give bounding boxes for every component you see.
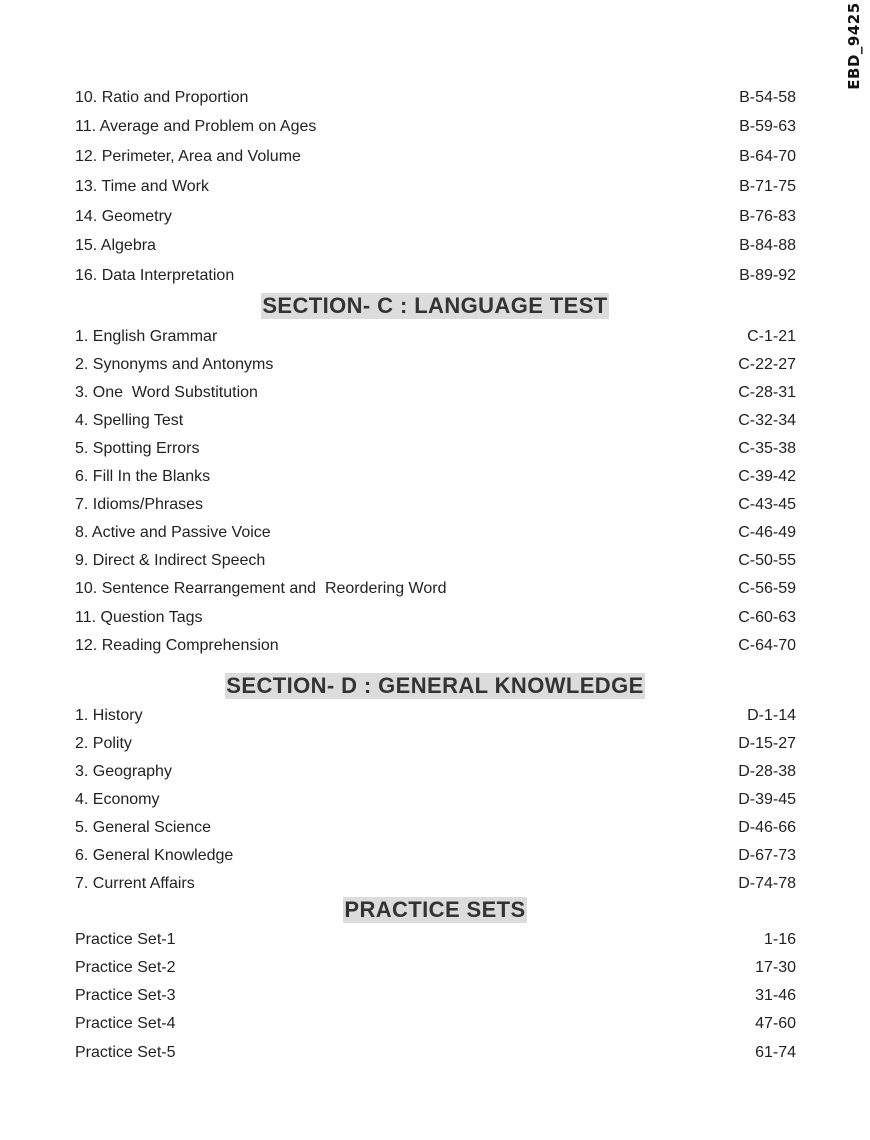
toc-pages: 17-30 [755, 959, 796, 976]
toc-pages: D-28-38 [738, 763, 796, 780]
document-code-text: EBD_9425 [845, 2, 863, 90]
toc-row [75, 733, 796, 755]
toc-pages: B-84-88 [739, 237, 796, 254]
toc-pages: D-46-66 [738, 819, 796, 836]
toc-row [75, 607, 796, 629]
toc-pages: D-67-73 [738, 847, 796, 864]
toc-pages: C-28-31 [738, 384, 796, 401]
toc-row [75, 116, 796, 138]
toc-title: 13. Time and Work [75, 178, 209, 195]
toc-row [75, 845, 796, 867]
toc-title: 5. Spotting Errors [75, 440, 200, 457]
toc-pages: C-46-49 [738, 524, 796, 541]
practice-sets-heading-text: PRACTICE SETS [344, 897, 526, 922]
toc-title: 12. Perimeter, Area and Volume [75, 148, 301, 165]
toc-pages: D-39-45 [738, 791, 796, 808]
practice-sets-heading [0, 897, 870, 923]
toc-title: 11. Question Tags [75, 609, 203, 626]
toc-row [75, 635, 796, 657]
toc-row [75, 522, 796, 544]
toc-row [75, 985, 796, 1007]
toc-title: 4. Economy [75, 791, 160, 808]
toc-title: 6. Fill In the Blanks [75, 468, 211, 485]
toc-title: 3. Geography [75, 763, 172, 780]
section-d-heading [0, 673, 870, 699]
toc-title: 1. History [75, 707, 143, 724]
toc-row [75, 494, 796, 516]
toc-title: Practice Set-4 [75, 1015, 176, 1032]
toc-row [75, 957, 796, 979]
toc-pages: B-54-58 [739, 89, 796, 106]
toc-row [75, 235, 796, 257]
toc-title: Practice Set-1 [75, 931, 176, 948]
toc-pages: C-1-21 [747, 328, 796, 345]
toc-title: 2. Synonyms and Antonyms [75, 356, 274, 373]
toc-title: Practice Set-5 [75, 1044, 176, 1061]
toc-title: Practice Set-2 [75, 959, 176, 976]
toc-title: 2. Polity [75, 735, 132, 752]
toc-title: 7. Idioms/Phrases [75, 496, 204, 513]
toc-pages: B-64-70 [739, 148, 796, 165]
toc-row [75, 87, 796, 109]
toc-title: 6. General Knowledge [75, 847, 234, 864]
toc-row [75, 176, 796, 198]
toc-pages: C-50-55 [738, 552, 796, 569]
toc-title: 7. Current Affairs [75, 875, 195, 892]
toc-pages: D-74-78 [738, 875, 796, 892]
toc-pages: 31-46 [755, 987, 796, 1004]
toc-pages: C-32-34 [738, 412, 796, 429]
section-c-heading-text: SECTION- C : LANGUAGE TEST [262, 293, 608, 318]
toc-row [75, 410, 796, 432]
toc-row [75, 382, 796, 404]
toc-row [75, 873, 796, 895]
toc-row [75, 705, 796, 727]
toc-row [75, 817, 796, 839]
toc-pages: D-1-14 [747, 707, 796, 724]
toc-title: 12. Reading Comprehension [75, 637, 279, 654]
toc-row [75, 578, 796, 600]
toc-row [75, 354, 796, 376]
toc-pages: C-64-70 [738, 637, 796, 654]
toc-title: 1. English Grammar [75, 328, 218, 345]
section-c-heading [0, 293, 870, 319]
toc-title: 16. Data Interpretation [75, 267, 235, 284]
toc-row [75, 146, 796, 168]
toc-pages: 47-60 [755, 1015, 796, 1032]
toc-row [75, 206, 796, 228]
toc-pages: C-60-63 [738, 609, 796, 626]
toc-title: 14. Geometry [75, 208, 172, 225]
toc-title: 10. Sentence Rearrangement and Reordering Word [75, 580, 447, 597]
toc-row [75, 1042, 796, 1064]
toc-pages: C-39-42 [738, 468, 796, 485]
section-d-heading-text: SECTION- D : GENERAL KNOWLEDGE [226, 673, 644, 698]
toc-title: 4. Spelling Test [75, 412, 184, 429]
toc-pages: D-15-27 [738, 735, 796, 752]
toc-pages: B-59-63 [739, 118, 796, 135]
toc-row [75, 326, 796, 348]
toc-pages: B-71-75 [739, 178, 796, 195]
toc-title: Practice Set-3 [75, 987, 176, 1004]
toc-title: 9. Direct & Indirect Speech [75, 552, 266, 569]
toc-pages: B-89-92 [739, 267, 796, 284]
toc-row [75, 929, 796, 951]
toc-pages: B-76-83 [739, 208, 796, 225]
document-code [838, 0, 870, 92]
toc-title: 3. One Word Substitution [75, 384, 258, 401]
toc-title: 10. Ratio and Proportion [75, 89, 249, 106]
toc-title: 8. Active and Passive Voice [75, 524, 271, 541]
toc-pages: C-56-59 [738, 580, 796, 597]
toc-row [75, 550, 796, 572]
toc-row [75, 438, 796, 460]
toc-pages: C-22-27 [738, 356, 796, 373]
toc-pages: C-35-38 [738, 440, 796, 457]
toc-pages: C-43-45 [738, 496, 796, 513]
toc-title: 11. Average and Problem on Ages [75, 118, 317, 135]
toc-title: 5. General Science [75, 819, 212, 836]
toc-row [75, 265, 796, 287]
toc-row [75, 466, 796, 488]
toc-row [75, 1013, 796, 1035]
toc-title: 15. Algebra [75, 237, 156, 254]
toc-row [75, 761, 796, 783]
toc-pages: 61-74 [755, 1044, 796, 1061]
toc-pages: 1-16 [763, 931, 796, 948]
toc-row [75, 789, 796, 811]
